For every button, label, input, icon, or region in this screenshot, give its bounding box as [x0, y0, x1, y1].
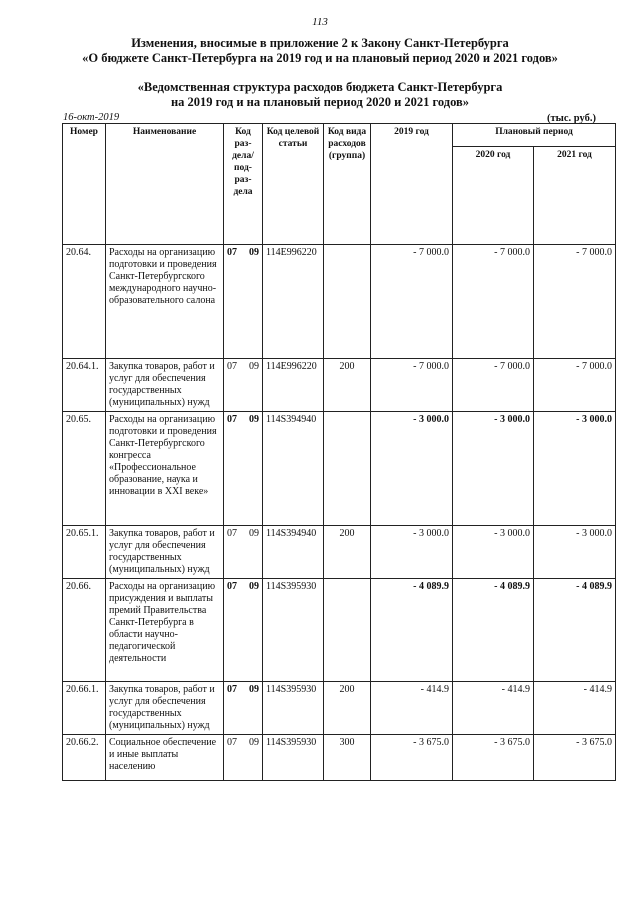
table-row	[63, 579, 616, 682]
row-amount-2021: - 7 000.0	[534, 245, 616, 359]
table-row	[63, 682, 616, 735]
subsection-code: 09	[249, 581, 259, 592]
subsection-code: 09	[249, 361, 259, 372]
table-body	[63, 245, 616, 781]
row-amount-2021: - 3 000.0	[534, 412, 616, 526]
document-date: 16-окт-2019	[63, 112, 120, 123]
col-name: Наименование	[106, 124, 224, 245]
row-amount-2021: - 3 000.0	[534, 526, 616, 579]
subsection-code: 09	[249, 414, 259, 425]
section-code: 07	[227, 247, 237, 258]
row-amount-2020: - 3 675.0	[453, 735, 534, 781]
row-name: Расходы на организацию присуждения и выплаты премий Правительства Санкт-Петербурга в области научно-педагогической деятельности	[106, 579, 224, 682]
subsection-code: 09	[249, 528, 259, 539]
row-name: Закупка товаров, работ и услуг для обеспечения государственных (муниципальных) нужд	[106, 682, 224, 735]
row-target-code: 114S394940	[263, 526, 324, 579]
row-expense-code: 300	[324, 735, 371, 781]
table-row	[63, 412, 616, 526]
row-expense-code: 200	[324, 682, 371, 735]
row-target-code: 114S395930	[263, 735, 324, 781]
row-amount-2019: - 3 000.0	[371, 412, 453, 526]
row-name: Закупка товаров, работ и услуг для обеспечения государственных (муниципальных) нужд	[106, 526, 224, 579]
row-expense-code: 200	[324, 526, 371, 579]
row-name: Закупка товаров, работ и услуг для обеспечения государственных (муниципальных) нужд	[106, 359, 224, 412]
section-code: 07	[227, 581, 237, 592]
col-number: Номер	[63, 124, 106, 245]
header-line-4: на 2019 год и на плановый период 2020 и 2021 годов»	[170, 95, 470, 109]
page-number: 113	[312, 16, 328, 28]
table-row	[63, 735, 616, 781]
row-amount-2019: - 414.9	[371, 682, 453, 735]
row-amount-2019: - 4 089.9	[371, 579, 453, 682]
header-line-1: Изменения, вносимые в приложение 2 к Закону Санкт-Петербурга	[131, 36, 509, 50]
table-row	[63, 359, 616, 412]
row-expense-code	[324, 412, 371, 526]
row-number: 20.66.	[63, 579, 106, 682]
row-number: 20.65.1.	[63, 526, 106, 579]
row-amount-2021: - 4 089.9	[534, 579, 616, 682]
row-section-code	[224, 245, 263, 359]
row-name: Расходы на организацию подготовки и проведения Санкт-Петербургского конгресса «Профессиональное образование, наука и инновации в XXI веке»	[106, 412, 224, 526]
row-amount-2019: - 3 675.0	[371, 735, 453, 781]
row-amount-2020: - 3 000.0	[453, 412, 534, 526]
section-code: 07	[227, 414, 237, 425]
row-amount-2020: - 7 000.0	[453, 359, 534, 412]
subsection-code: 09	[249, 737, 259, 748]
row-amount-2020: - 4 089.9	[453, 579, 534, 682]
col-target-code: Код целевой статьи	[263, 124, 324, 245]
header-line-2: «О бюджете Санкт-Петербурга на 2019 год и на плановый период 2020 и 2021 годов»	[82, 51, 558, 65]
row-amount-2020: - 3 000.0	[453, 526, 534, 579]
col-planned-period: Плановый период	[453, 124, 616, 147]
units-label: (тыс. руб.)	[547, 113, 596, 124]
row-target-code: 114S395930	[263, 579, 324, 682]
subsection-code: 09	[249, 684, 259, 695]
col-2020: 2020 год	[453, 147, 534, 245]
row-amount-2019: - 7 000.0	[371, 359, 453, 412]
row-name: Социальное обеспечение и иные выплаты населению	[106, 735, 224, 781]
col-2021: 2021 год	[534, 147, 616, 245]
header-line-3: «Ведомственная структура расходов бюджета Санкт-Петербурга	[137, 80, 503, 94]
row-amount-2021: - 414.9	[534, 682, 616, 735]
row-section-code	[224, 735, 263, 781]
row-expense-code	[324, 245, 371, 359]
row-section-code	[224, 359, 263, 412]
row-target-code: 114S395930	[263, 682, 324, 735]
col-expense-code: Код вида расходов (группа)	[324, 124, 371, 245]
row-section-code	[224, 579, 263, 682]
row-target-code: 114S394940	[263, 412, 324, 526]
row-target-code: 114Е996220	[263, 245, 324, 359]
row-amount-2020: - 7 000.0	[453, 245, 534, 359]
row-amount-2020: - 414.9	[453, 682, 534, 735]
section-code: 07	[227, 528, 237, 539]
row-number: 20.64.1.	[63, 359, 106, 412]
row-section-code	[224, 682, 263, 735]
row-name: Расходы на организацию подготовки и проведения Санкт-Петербургского международного научно-образовательного салона	[106, 245, 224, 359]
col-2019: 2019 год	[371, 124, 453, 245]
row-number: 20.66.2.	[63, 735, 106, 781]
section-code: 07	[227, 737, 237, 748]
section-code: 07	[227, 684, 237, 695]
budget-table	[62, 123, 616, 781]
row-amount-2021: - 3 675.0	[534, 735, 616, 781]
row-amount-2019: - 7 000.0	[371, 245, 453, 359]
section-code: 07	[227, 361, 237, 372]
row-section-code	[224, 526, 263, 579]
row-number: 20.66.1.	[63, 682, 106, 735]
row-amount-2019: - 3 000.0	[371, 526, 453, 579]
row-section-code	[224, 412, 263, 526]
row-target-code: 114Е996220	[263, 359, 324, 412]
col-section-code: Код раз-дела/ под-раз-дела	[224, 124, 263, 245]
row-expense-code: 200	[324, 359, 371, 412]
row-amount-2021: - 7 000.0	[534, 359, 616, 412]
subsection-code: 09	[249, 247, 259, 258]
row-expense-code	[324, 579, 371, 682]
row-number: 20.64.	[63, 245, 106, 359]
table-row	[63, 245, 616, 359]
row-number: 20.65.	[63, 412, 106, 526]
table-row	[63, 526, 616, 579]
